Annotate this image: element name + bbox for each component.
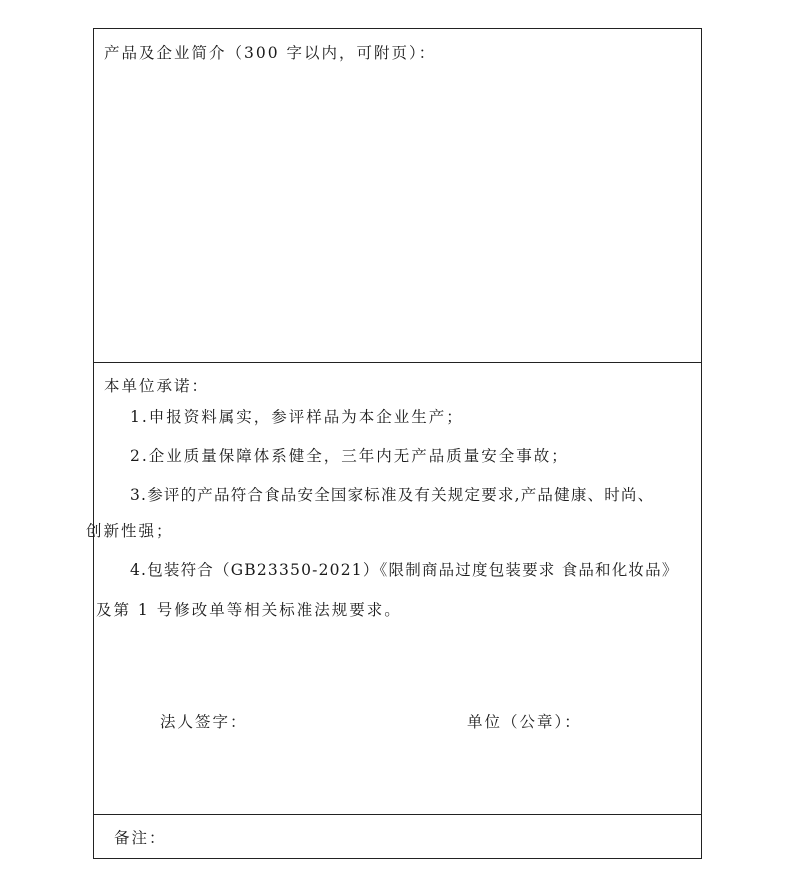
product-intro-section xyxy=(94,29,701,363)
commitment-item-4-continued: 及第 1 号修改单等相关标准法规要求。 xyxy=(96,601,402,619)
legal-signature-label: 法人签字： xyxy=(160,713,248,731)
remark-section xyxy=(94,815,701,859)
product-intro-label: 产品及企业简介（300 字以内，可附页）： xyxy=(104,44,437,62)
unit-seal-label: 单位（公章）： xyxy=(467,713,582,731)
remark-label: 备注： xyxy=(114,829,167,847)
commitment-item-1: 1.申报资料属实，参评样品为本企业生产； xyxy=(130,408,464,426)
commitment-item-2: 2.企业质量保障体系健全，三年内无产品质量安全事故； xyxy=(130,447,569,465)
commitment-item-3: 3.参评的产品符合食品安全国家标准及有关规定要求,产品健康、时尚、 xyxy=(130,486,655,504)
commitment-item-4: 4.包装符合（GB23350-2021）《限制商品过度包装要求 食品和化妆品》 xyxy=(130,561,679,579)
application-form-table xyxy=(86,28,702,859)
commitment-section xyxy=(86,363,701,815)
commitment-item-3-continued: 创新性强； xyxy=(86,522,174,540)
commitment-heading: 本单位承诺： xyxy=(104,377,210,395)
